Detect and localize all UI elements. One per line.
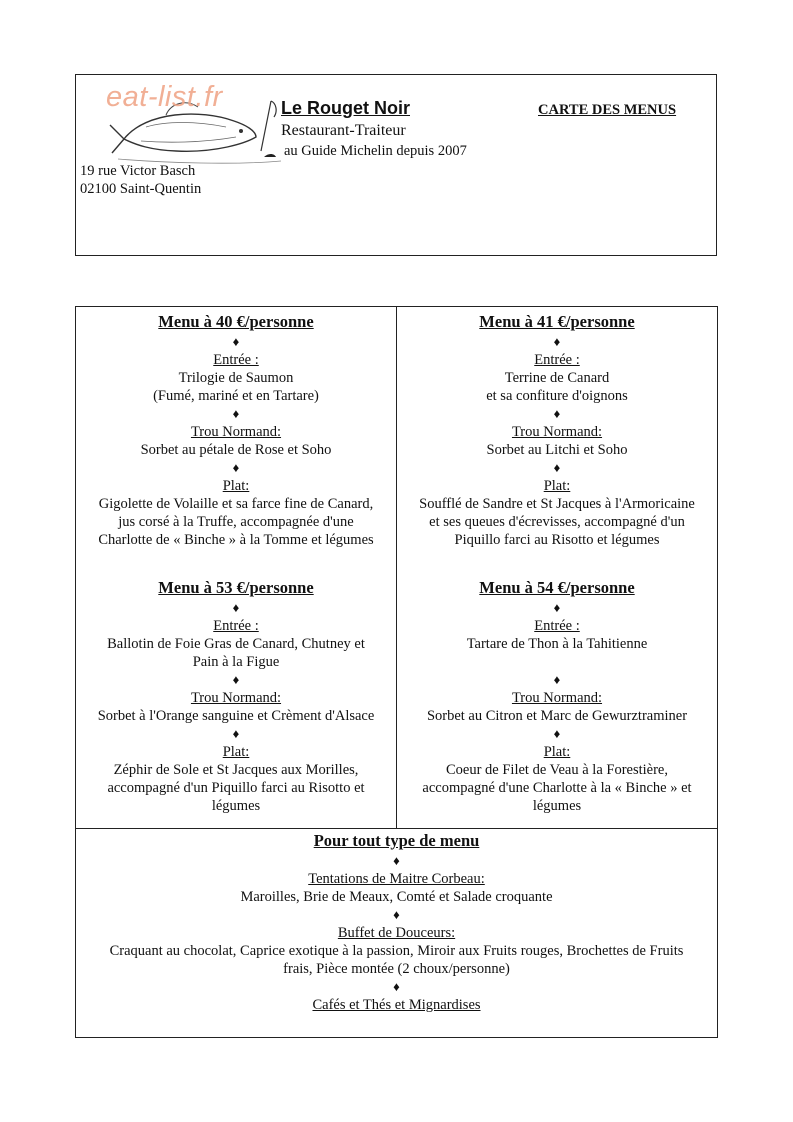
menu-card-53 <box>76 577 396 815</box>
horizontal-divider <box>76 828 717 829</box>
dessert-label: Buffet de Douceurs: <box>337 925 456 941</box>
menu-title: Menu à 53 €/personne <box>158 578 314 597</box>
plat-label: Plat: <box>543 478 571 494</box>
trou-normand-label: Trou Normand: <box>511 690 603 706</box>
menu-title: Menu à 40 €/personne <box>158 312 314 331</box>
plat-line: jus corsé à la Truffe, accompagnée d'une <box>118 514 354 530</box>
diamond-icon: ♦ <box>232 460 240 475</box>
logo-watermark-text: eat-list.fr <box>106 81 223 113</box>
trou-normand-line: Sorbet à l'Orange sanguine et Crèment d'Alsace <box>97 708 375 724</box>
plat-line: Zéphir de Sole et St Jacques aux Morilles, <box>113 762 359 778</box>
entree-label: Entrée : <box>213 352 259 368</box>
plat-line: Soufflé de Sandre et St Jacques à l'Armoricaine <box>419 496 695 512</box>
menu-card-40 <box>76 311 396 549</box>
dessert-line: Craquant au chocolat, Caprice exotique à la passion, Miroir aux Fruits rouges, Brochettes de Fruits <box>109 943 684 959</box>
dessert-line: frais, Pièce montée (2 choux/personne) <box>283 961 510 977</box>
diamond-icon: ♦ <box>553 334 561 349</box>
trou-normand-line: Sorbet au Litchi et Soho <box>486 442 628 458</box>
common-title: Pour tout type de menu <box>313 831 480 850</box>
diamond-icon: ♦ <box>553 672 561 687</box>
menu-card-54 <box>397 577 717 815</box>
diamond-icon: ♦ <box>553 406 561 421</box>
plat-line: Gigolette de Volaille et sa farce fine de Canard, <box>98 496 374 512</box>
address-line-1: 19 rue Victor Basch <box>80 163 196 179</box>
menu-box <box>75 306 718 1038</box>
diamond-icon: ♦ <box>553 600 561 615</box>
entree-line: Tartare de Thon à la Tahitienne <box>466 636 648 652</box>
plat-line: Coeur de Filet de Veau à la Forestière, <box>446 762 668 778</box>
restaurant-guide: au Guide Michelin depuis 2007 <box>284 143 467 159</box>
header-box <box>75 74 717 256</box>
plat-line: légumes <box>211 798 261 814</box>
diamond-icon: ♦ <box>393 907 400 922</box>
entree-line: Ballotin de Foie Gras de Canard, Chutney et <box>107 636 365 652</box>
entree-line: Trilogie de Saumon <box>178 370 294 386</box>
trou-normand-label: Trou Normand: <box>511 424 603 440</box>
trou-normand-line: Sorbet au Citron et Marc de Gewurztraminer <box>426 708 688 724</box>
diamond-icon: ♦ <box>232 406 240 421</box>
diamond-icon: ♦ <box>232 726 240 741</box>
menu-card-41 <box>397 311 717 549</box>
trou-normand-label: Trou Normand: <box>190 690 282 706</box>
entree-line: Terrine de Canard <box>504 370 610 386</box>
plat-line: Charlotte de « Binche » à la Tomme et légumes <box>98 532 374 548</box>
diamond-icon: ♦ <box>232 672 240 687</box>
entree-line: (Fumé, mariné et en Tartare) <box>153 388 319 404</box>
diamond-icon: ♦ <box>553 726 561 741</box>
diamond-icon: ♦ <box>232 334 240 349</box>
cheese-label: Tentations de Maitre Corbeau: <box>308 871 485 887</box>
plat-line: et ses queues d'écrevisses, accompagné d'un <box>429 514 685 530</box>
menu-title: Menu à 54 €/personne <box>479 578 635 597</box>
plat-line: Piquillo farci au Risotto et légumes <box>454 532 660 548</box>
restaurant-subtitle: Restaurant-Traiteur <box>281 122 406 139</box>
entree-label: Entrée : <box>534 618 580 634</box>
common-menu-section <box>76 830 717 1014</box>
trou-normand-label: Trou Normand: <box>190 424 282 440</box>
cheese-line: Maroilles, Brie de Meaux, Comté et Salade croquante <box>240 889 553 905</box>
plat-label: Plat: <box>222 744 250 760</box>
entree-label: Entrée : <box>213 618 259 634</box>
address-line-2: 02100 Saint-Quentin <box>80 181 202 197</box>
restaurant-name: Le Rouget Noir <box>281 98 410 118</box>
menu-title: Menu à 41 €/personne <box>479 312 635 331</box>
entree-label: Entrée : <box>534 352 580 368</box>
trou-normand-line: Sorbet au pétale de Rose et Soho <box>140 442 332 458</box>
plat-line: légumes <box>532 798 582 814</box>
plat-label: Plat: <box>543 744 571 760</box>
diamond-icon: ♦ <box>393 853 400 868</box>
diamond-icon: ♦ <box>553 460 561 475</box>
entree-line: Pain à la Figue <box>192 654 280 670</box>
entree-line: et sa confiture d'oignons <box>486 388 628 404</box>
plat-line: accompagné d'une Charlotte à la « Binche » et <box>422 780 692 796</box>
diamond-icon: ♦ <box>393 979 400 994</box>
carte-title: CARTE DES MENUS <box>538 102 677 118</box>
plat-line: accompagné d'un Piquillo farci au Risotto et <box>107 780 365 796</box>
coffee-label: Cafés et Thés et Mignardises <box>312 997 481 1013</box>
spacer <box>397 653 717 671</box>
plat-label: Plat: <box>222 478 250 494</box>
diamond-icon: ♦ <box>232 600 240 615</box>
